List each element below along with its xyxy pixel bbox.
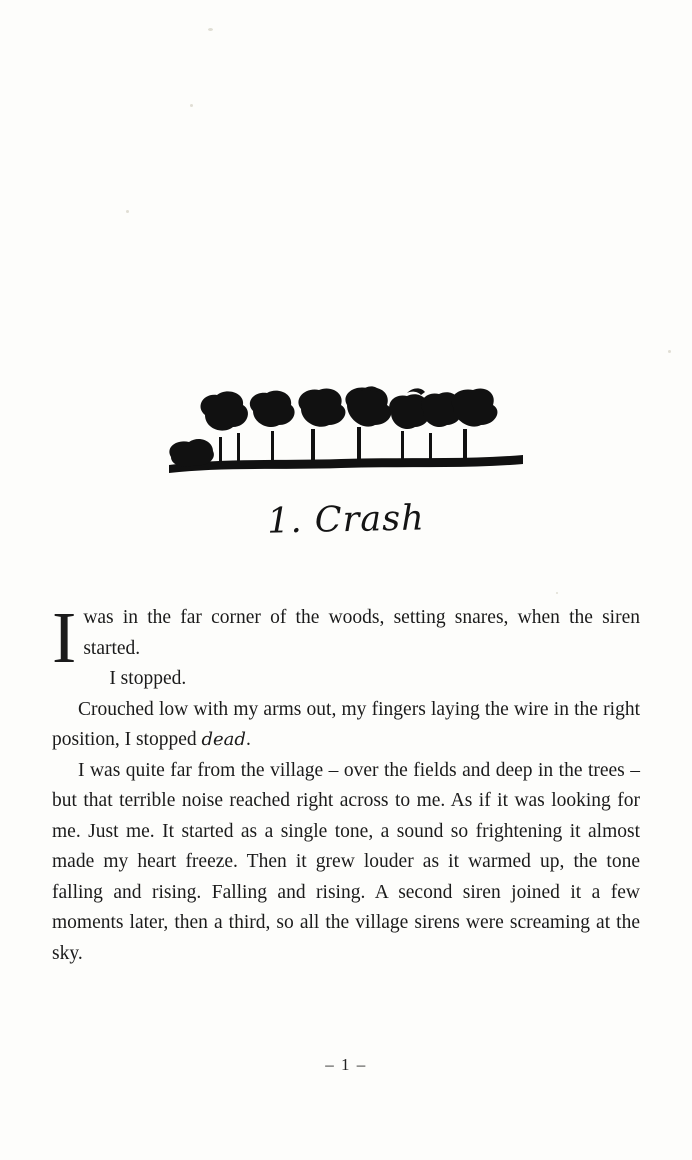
paragraph — [52, 695, 640, 756]
paper-speck — [190, 104, 193, 107]
paragraph — [52, 756, 640, 970]
paper-speck — [668, 350, 671, 353]
paper-speck — [208, 28, 213, 31]
paragraph — [52, 664, 640, 695]
chapter-ornament — [0, 385, 692, 490]
chapter-body — [52, 597, 640, 969]
paragraph-text: I stopped. — [109, 668, 187, 689]
emphasis-word: dead — [201, 729, 246, 750]
paragraph-text: I was quite far from the village – over the fields and deep in the trees – but that terrible noise reached right across to me. As if it was looking for me. Just me. It started as a single tone, a sound so frightening it almost made my heart freeze. Then it grew louder as it warmed up, the tone falling and rising. Falling and rising. A second siren joined it a few moments later, then a third, so all the village sirens were screaming at the sky. — [52, 759, 640, 964]
paper-speck — [126, 210, 129, 213]
paragraph — [52, 597, 640, 678]
paragraph-text-tail: . — [245, 729, 251, 750]
paragraph-text: Crouched low with my arms out, my fingers laying the wire in the right position, I stopped — [52, 698, 640, 750]
drop-cap: I — [52, 597, 77, 678]
paragraph-text: was in the far corner of the woods, setting snares, when the siren started. — [83, 607, 640, 659]
paper-speck — [556, 592, 558, 594]
page-number: – 1 – — [325, 1055, 367, 1074]
chapter-title: 1. Crash — [266, 498, 426, 542]
